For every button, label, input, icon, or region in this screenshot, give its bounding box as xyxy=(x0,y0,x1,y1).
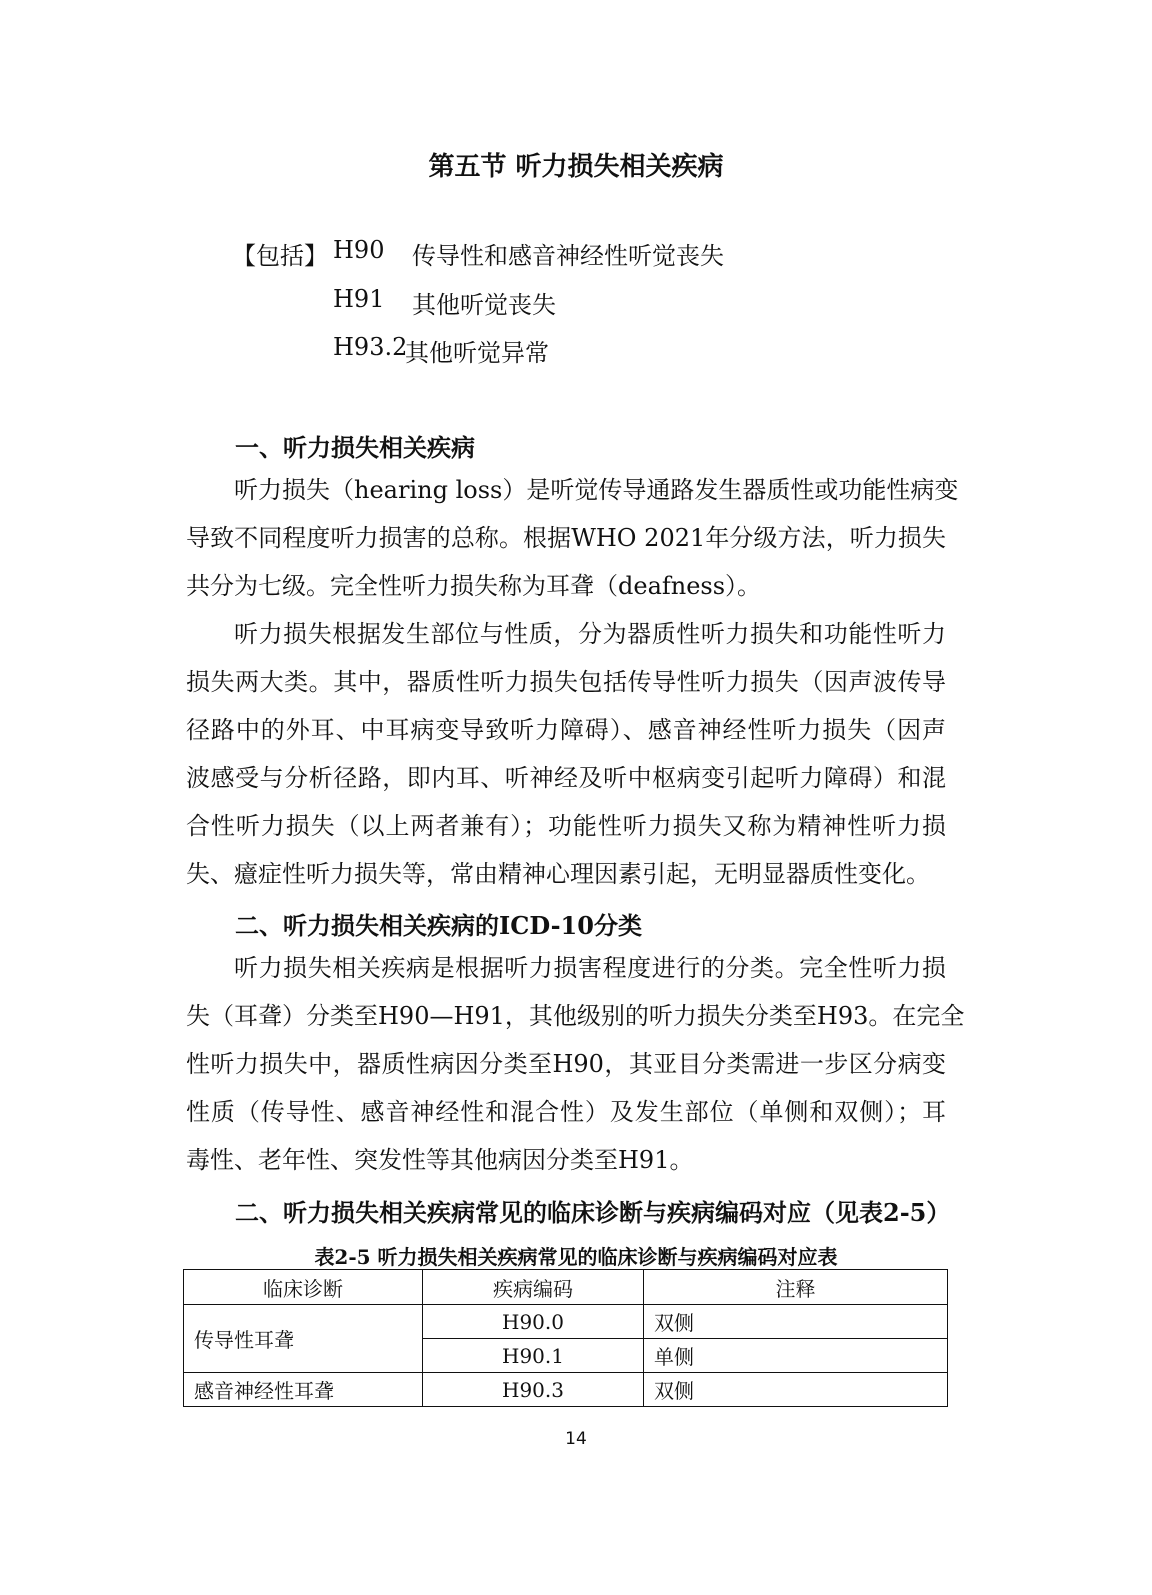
paragraph-line: 波感受与分析径路，即内耳、听神经及听中枢病变引起听力障碍）和混 xyxy=(186,764,946,792)
table-cell-note: 双侧 xyxy=(644,1373,948,1407)
include-code: H93.2 xyxy=(333,333,408,361)
table-header-row xyxy=(184,1270,948,1305)
table-cell-diagnosis: 感音神经性耳聋 xyxy=(184,1373,423,1407)
icd-table xyxy=(183,1269,948,1407)
table-header-cell: 临床诊断 xyxy=(184,1270,423,1305)
section-heading: 二、听力损失相关疾病的ICD-10分类 xyxy=(235,911,642,940)
section-heading: 一、听力损失相关疾病 xyxy=(235,433,475,462)
paragraph-line: 性质（传导性、感音神经性和混合性）及发生部位（单侧和双侧）；耳 xyxy=(186,1098,946,1126)
include-code: H91 xyxy=(333,285,385,313)
paragraph-line: 听力损失相关疾病是根据听力损害程度进行的分类。完全性听力损 xyxy=(234,954,946,982)
paragraph-line: 共分为七级。完全性听力损失称为耳聋（deafness）。 xyxy=(186,572,762,600)
table-row xyxy=(184,1373,948,1407)
page-title: 第五节 听力损失相关疾病 xyxy=(428,152,724,182)
table-header-cell: 注释 xyxy=(644,1270,948,1305)
paragraph xyxy=(186,466,959,610)
table-caption: 表2-5 听力损失相关疾病常见的临床诊断与疾病编码对应表 xyxy=(314,1245,838,1269)
table-row xyxy=(184,1305,948,1339)
table-cell-diagnosis: 传导性耳聋 xyxy=(184,1305,423,1373)
paragraph-line: 听力损失（hearing loss）是听觉传导通路发生器质性或功能性病变 xyxy=(234,476,959,504)
section-heading: 二、听力损失相关疾病常见的临床诊断与疾病编码对应（见表2-5） xyxy=(235,1198,951,1227)
table-cell-code: H90.0 xyxy=(423,1305,644,1339)
includes-label: 【包括】 xyxy=(232,242,328,270)
paragraph xyxy=(186,944,965,1184)
paragraph-line: 性听力损失中，器质性病因分类至H90，其亚目分类需进一步区分病变 xyxy=(186,1050,946,1078)
table-header-cell: 疾病编码 xyxy=(423,1270,644,1305)
paragraph-line: 导致不同程度听力损害的总称。根据WHO 2021年分级方法，听力损失 xyxy=(186,524,946,552)
table-cell-note: 单侧 xyxy=(644,1339,948,1373)
include-code: H90 xyxy=(333,236,385,264)
paragraph-line: 径路中的外耳、中耳病变导致听力障碍）、感音神经性听力损失（因声 xyxy=(186,716,946,744)
paragraph xyxy=(186,610,946,898)
page-number: 14 xyxy=(565,1429,587,1449)
paragraph-line: 失（耳聋）分类至H90—H91，其他级别的听力损失分类至H93。在完全 xyxy=(186,1002,965,1030)
table-cell-code: H90.1 xyxy=(423,1339,644,1373)
paragraph-line: 听力损失根据发生部位与性质，分为器质性听力损失和功能性听力 xyxy=(234,620,946,648)
paragraph-line: 毒性、老年性、突发性等其他病因分类至H91。 xyxy=(186,1146,694,1174)
table-cell-note: 双侧 xyxy=(644,1305,948,1339)
include-desc: 其他听觉异常 xyxy=(405,339,549,367)
paragraph-line: 损失两大类。其中，器质性听力损失包括传导性听力损失（因声波传导 xyxy=(186,668,946,696)
table-cell-code: H90.3 xyxy=(423,1373,644,1407)
paragraph-line: 合性听力损失（以上两者兼有）；功能性听力损失又称为精神性听力损 xyxy=(186,812,946,840)
paragraph-line: 失、癔症性听力损失等，常由精神心理因素引起，无明显器质性变化。 xyxy=(186,860,930,888)
include-desc: 其他听觉丧失 xyxy=(412,291,556,319)
include-desc: 传导性和感音神经性听觉丧失 xyxy=(412,242,724,270)
